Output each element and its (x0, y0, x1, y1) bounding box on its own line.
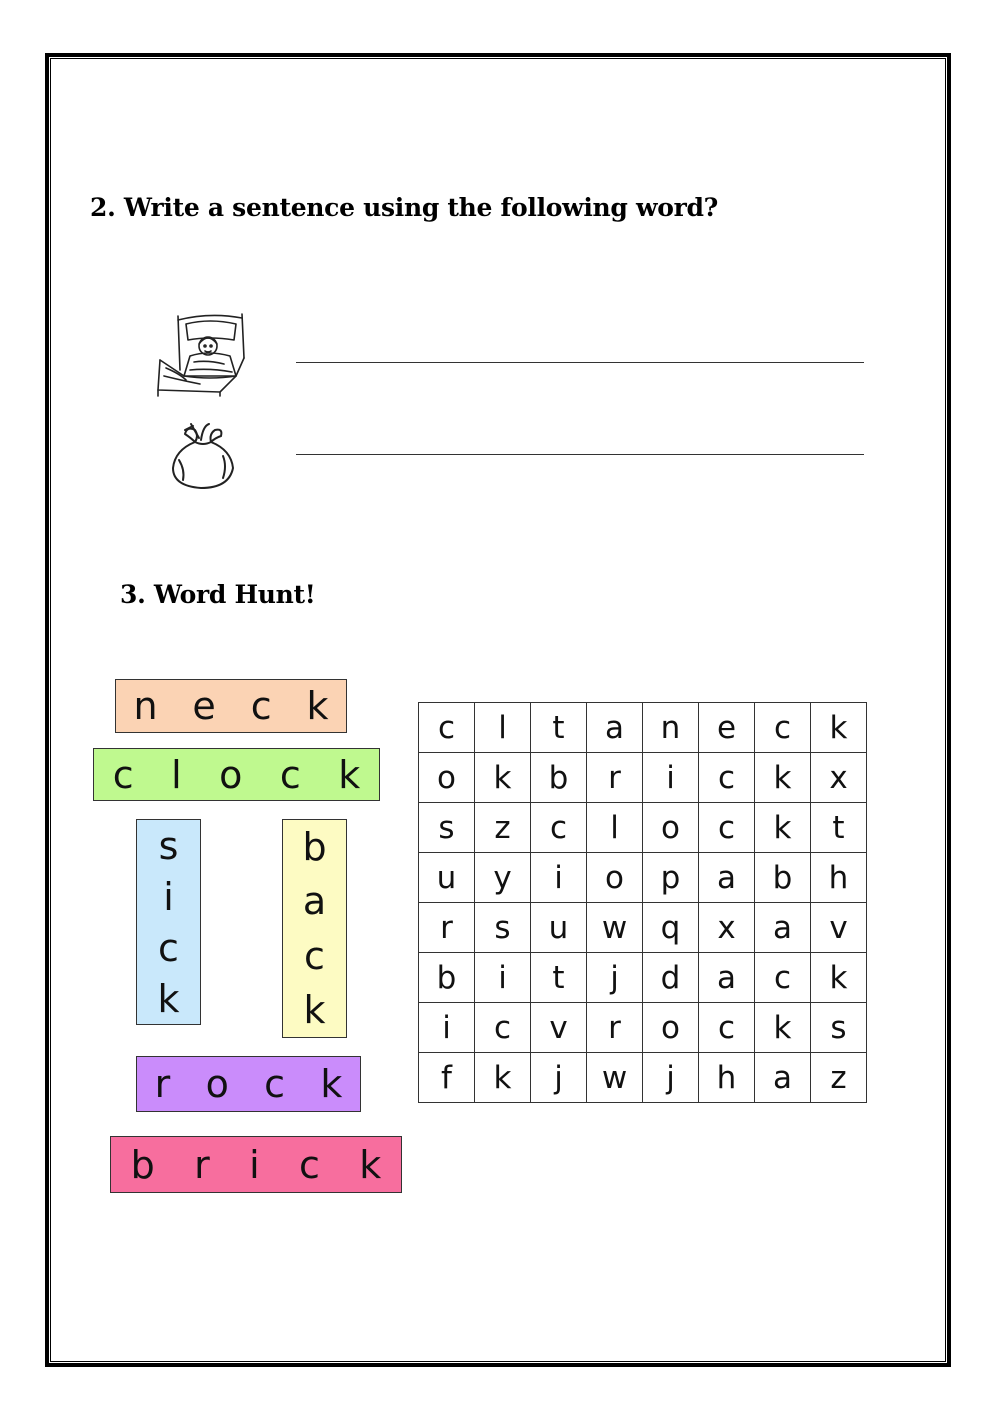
word-tile-letter: k (306, 684, 329, 728)
grid-cell[interactable]: c (755, 703, 811, 753)
grid-row (419, 1053, 867, 1103)
grid-row (419, 953, 867, 1003)
word-tile-letter: a (302, 879, 327, 924)
grid-cell[interactable]: o (643, 803, 699, 853)
grid-cell[interactable]: j (587, 953, 643, 1003)
grid-cell[interactable]: k (755, 803, 811, 853)
grid-cell[interactable]: z (811, 1053, 867, 1103)
grid-cell[interactable]: x (699, 903, 755, 953)
grid-cell[interactable]: v (811, 903, 867, 953)
grid-cell[interactable]: a (755, 1053, 811, 1103)
grid-cell[interactable]: o (419, 753, 475, 803)
question-3-title: 3. Word Hunt! (120, 580, 316, 609)
grid-cell[interactable]: i (531, 853, 587, 903)
word-tile-letter: e (192, 684, 216, 728)
grid-cell[interactable]: u (531, 903, 587, 953)
grid-cell[interactable]: w (587, 1053, 643, 1103)
word-tile-letter: n (133, 684, 158, 728)
word-tile-back (282, 819, 347, 1038)
grid-cell[interactable]: k (755, 1003, 811, 1053)
question-2-title: 2. Write a sentence using the following word? (90, 193, 719, 222)
grid-cell[interactable]: l (475, 703, 531, 753)
grid-cell[interactable]: d (643, 953, 699, 1003)
grid-cell[interactable]: z (475, 803, 531, 853)
word-search-grid (418, 702, 867, 1103)
word-tile-letter: r (194, 1142, 210, 1187)
grid-cell[interactable]: o (587, 853, 643, 903)
grid-cell[interactable]: a (755, 903, 811, 953)
grid-cell[interactable]: k (755, 753, 811, 803)
grid-cell[interactable]: a (699, 953, 755, 1003)
word-tile-letter: i (163, 874, 174, 919)
grid-row (419, 753, 867, 803)
grid-cell[interactable]: j (531, 1053, 587, 1103)
word-tile-letter: s (158, 823, 179, 868)
word-tile-sick (136, 819, 201, 1025)
grid-cell[interactable]: t (531, 953, 587, 1003)
grid-cell[interactable]: f (419, 1053, 475, 1103)
word-tile-letter: c (250, 684, 272, 728)
grid-cell[interactable]: x (811, 753, 867, 803)
word-tile-letter: b (302, 825, 327, 870)
grid-cell[interactable]: u (419, 853, 475, 903)
word-tile-letter: i (249, 1142, 260, 1187)
sack-bag-icon (165, 420, 245, 492)
answer-line-1[interactable] (296, 362, 864, 363)
grid-cell[interactable]: a (699, 853, 755, 903)
grid-cell[interactable]: y (475, 853, 531, 903)
word-tile-letter: o (205, 1062, 229, 1106)
grid-cell[interactable]: v (531, 1003, 587, 1053)
grid-cell[interactable]: c (475, 1003, 531, 1053)
grid-cell[interactable]: i (419, 1003, 475, 1053)
grid-cell[interactable]: o (643, 1003, 699, 1053)
grid-cell[interactable]: r (587, 1003, 643, 1053)
grid-cell[interactable]: r (419, 903, 475, 953)
word-tile-neck (115, 679, 347, 733)
grid-cell[interactable]: p (643, 853, 699, 903)
grid-cell[interactable]: c (755, 953, 811, 1003)
grid-cell[interactable]: s (419, 803, 475, 853)
grid-cell[interactable]: h (811, 853, 867, 903)
grid-cell[interactable]: k (475, 753, 531, 803)
word-tile-brick (110, 1136, 402, 1193)
word-tile-letter: k (320, 1062, 343, 1106)
word-tile-letter: c (279, 752, 301, 797)
grid-cell[interactable]: a (587, 703, 643, 753)
answer-line-2[interactable] (296, 454, 864, 455)
grid-cell[interactable]: w (587, 903, 643, 953)
grid-cell[interactable]: r (587, 753, 643, 803)
word-tile-letter: c (158, 925, 179, 970)
grid-cell[interactable]: e (699, 703, 755, 753)
grid-cell[interactable]: k (475, 1053, 531, 1103)
grid-cell[interactable]: t (811, 803, 867, 853)
grid-row (419, 853, 867, 903)
grid-cell[interactable]: b (755, 853, 811, 903)
grid-cell[interactable]: s (475, 903, 531, 953)
word-tile-letter: c (112, 752, 134, 797)
word-tile-letter: r (154, 1062, 171, 1106)
grid-row (419, 903, 867, 953)
word-tile-letter: k (338, 752, 361, 797)
grid-cell[interactable]: c (699, 803, 755, 853)
word-tile-letter: o (219, 752, 243, 797)
grid-cell[interactable]: k (811, 953, 867, 1003)
word-tile-clock (93, 748, 380, 801)
word-tile-letter: l (171, 752, 182, 797)
grid-cell[interactable]: i (475, 953, 531, 1003)
grid-cell[interactable]: i (643, 753, 699, 803)
grid-cell[interactable]: t (531, 703, 587, 753)
grid-row (419, 703, 867, 753)
grid-cell[interactable]: h (699, 1053, 755, 1103)
grid-cell[interactable]: c (531, 803, 587, 853)
grid-row (419, 1003, 867, 1053)
word-tile-letter: k (157, 976, 180, 1021)
grid-cell[interactable]: c (419, 703, 475, 753)
grid-cell[interactable]: b (419, 953, 475, 1003)
word-tile-letter: c (264, 1062, 286, 1106)
grid-cell[interactable]: b (531, 753, 587, 803)
word-tile-letter: k (303, 987, 326, 1032)
grid-cell[interactable]: c (699, 1003, 755, 1053)
word-tile-rock (136, 1056, 361, 1112)
word-tile-letter: c (299, 1142, 320, 1187)
grid-cell[interactable]: s (811, 1003, 867, 1053)
grid-row (419, 803, 867, 853)
word-tile-letter: k (359, 1142, 382, 1187)
grid-cell[interactable]: q (643, 903, 699, 953)
grid-cell[interactable]: n (643, 703, 699, 753)
word-tile-letter: c (304, 933, 325, 978)
grid-cell[interactable]: c (699, 753, 755, 803)
sick-child-in-bed-icon (150, 310, 250, 398)
grid-cell[interactable]: k (811, 703, 867, 753)
grid-cell[interactable]: l (587, 803, 643, 853)
word-tile-letter: b (130, 1142, 155, 1187)
grid-cell[interactable]: j (643, 1053, 699, 1103)
